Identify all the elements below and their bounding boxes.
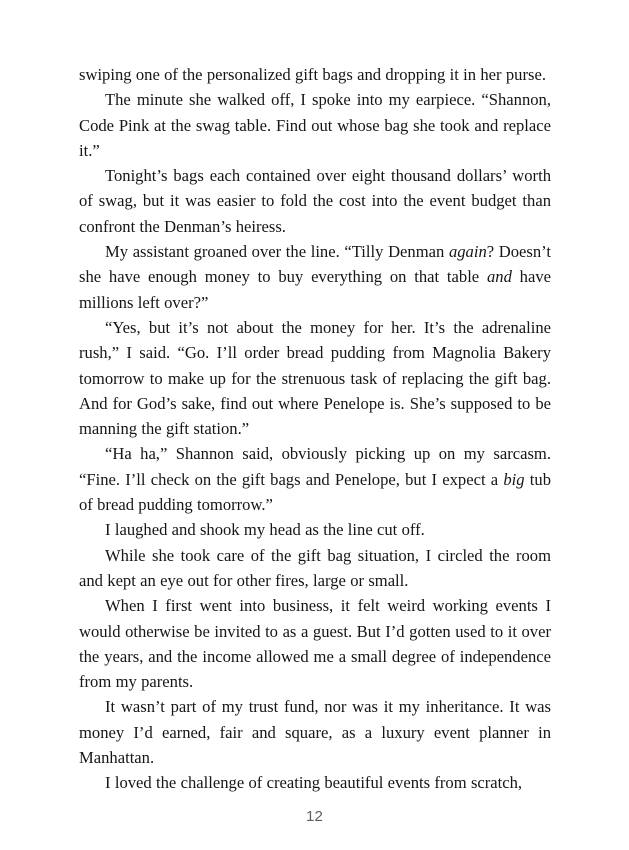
body-text-column [79,62,551,796]
paragraph: swiping one of the personalized gift bags and dropping it in her purse. [79,65,546,84]
paragraph: My assistant groaned over the line. “Tilly Denman again? Doesn’t she have enough money to buy everything on that table and have millions left over?” [79,242,552,312]
paragraph: It wasn’t part of my trust fund, nor was it my inheritance. It was money I’d earned, fair and square, as a luxury event planner in Manhattan. [79,697,551,768]
paragraph: While she took care of the gift bag situation, I circled the room and kept an eye out for other fires, large or small. [79,545,551,590]
paragraph: “Yes, but it’s not about the money for her. It’s the adrenaline rush,” I said. “Go. I’ll order bread pudding from Magnolia Bakery tomorrow to make up for the strenuous task of replacing the gift bag. And for God’s sake, find out where Penelope is. She’s supposed to be manning the gift station.” [79,317,551,439]
paragraph: “Ha ha,” Shannon said, obviously picking up on my sarcasm. “Fine. I’ll check on the gift bags and Penelope, but I expect a big tub of bread pudding tomorrow.” [79,444,551,515]
emphasized-text: big [503,469,525,489]
paragraph: I loved the challenge of creating beautiful events from scratch, [105,773,523,793]
emphasized-text: and [486,267,512,287]
page-number: 12 [305,808,324,825]
emphasized-text: again [448,242,487,262]
paragraph: The minute she walked off, I spoke into my earpiece. “Shannon, Code Pink at the swag table. Find out whose bag she took and replace it.” [79,90,551,160]
paragraph: Tonight’s bags each contained over eight thousand dollars’ worth of swag, but it was easier to fold the cost into the event budget than confront the Denman’s heiress. [79,166,551,236]
paragraph: I laughed and shook my head as the line cut off. [105,520,425,540]
paragraph: When I first went into business, it felt weird working events I would otherwise be invited to as a guest. But I’d gotten used to it over the years, and the income allowed me a small degree of independence from my parents. [79,596,551,692]
